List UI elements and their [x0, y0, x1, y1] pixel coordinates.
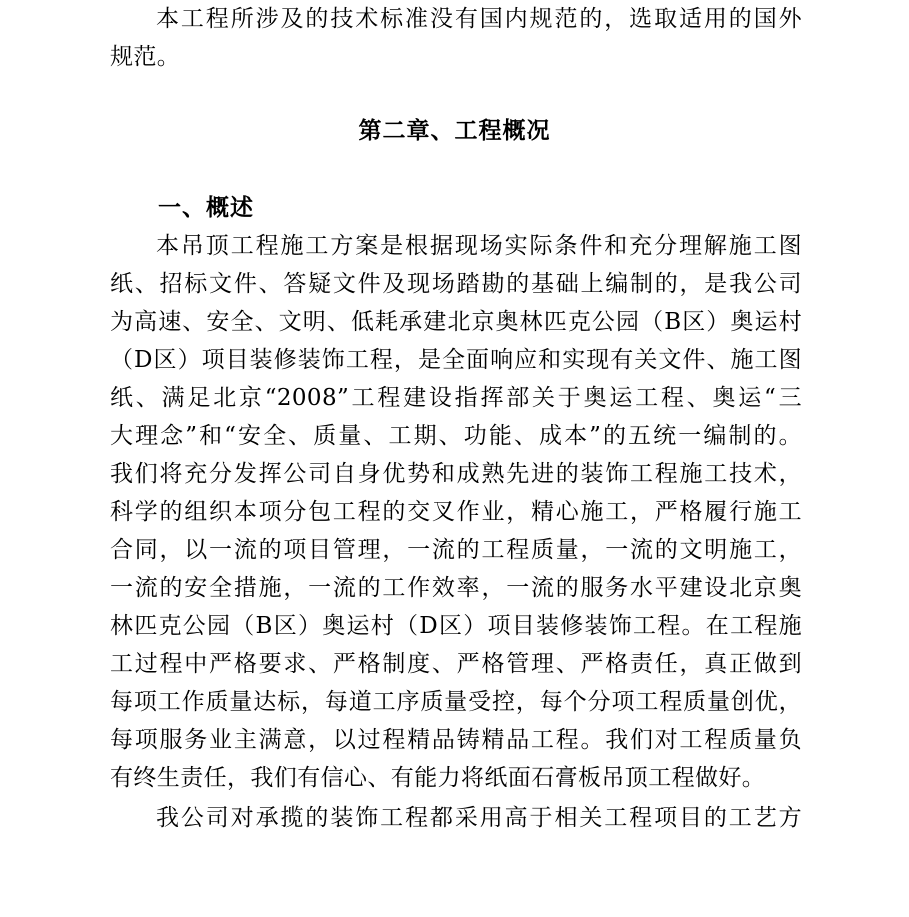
- paragraph1-line-3: 为高速、安全、文明、低耗承建北京奥林匹克公园（B区）奥运村: [110, 309, 802, 335]
- paragraph1-line-12: 工过程中严格要求、严格制度、严格管理、严格责任，真正做到: [110, 651, 802, 677]
- paragraph1-line-7: 我们将充分发挥公司自身优势和成熟先进的装饰工程施工技术，: [110, 461, 802, 487]
- paragraph1-line-15: 有终生责任，我们有信心、有能力将纸面石膏板吊顶工程做好。: [110, 765, 766, 791]
- paragraph1-line-10: 一流的安全措施，一流的工作效率，一流的服务水平建设北京奥: [110, 575, 802, 601]
- paragraph1-line-11: 林匹克公园（B区）奥运村（D区）项目装修装饰工程。在工程施: [110, 613, 802, 639]
- paragraph1-line-14: 每项服务业主满意，以过程精品铸精品工程。我们对工程质量负: [110, 727, 802, 753]
- paragraph1-line-2: 纸、招标文件、答疑文件及现场踏勘的基础上编制的，是我公司: [110, 271, 802, 297]
- paragraph1-line-6: 大理念”和“安全、质量、工期、功能、成本”的五统一编制的。: [110, 423, 802, 449]
- paragraph1-line-5: 纸、满足北京“2008”工程建设指挥部关于奥运工程、奥运“三: [110, 385, 802, 411]
- section-title: 一、概述: [158, 194, 254, 221]
- paragraph1-line-1: 本吊顶工程施工方案是根据现场实际条件和充分理解施工图: [156, 233, 802, 259]
- paragraph1-line-4: （D区）项目装修装饰工程，是全面响应和实现有关文件、施工图: [110, 347, 802, 373]
- paragraph1-line-13: 每项工作质量达标，每道工序质量受控，每个分项工程质量创优，: [110, 689, 802, 715]
- paragraph2-line-1: 我公司对承揽的装饰工程都采用高于相关工程项目的工艺方: [156, 805, 802, 831]
- chapter-title: 第二章、工程概况: [358, 117, 551, 144]
- intro-line-2: 规范。: [110, 44, 181, 70]
- paragraph1-line-9: 合同，以一流的项目管理，一流的工程质量，一流的文明施工，: [110, 537, 802, 563]
- paragraph1-line-8: 科学的组织本项分包工程的交叉作业，精心施工，严格履行施工: [110, 499, 802, 525]
- intro-line-1: 本工程所涉及的技术标准没有国内规范的，选取适用的国外: [156, 6, 802, 32]
